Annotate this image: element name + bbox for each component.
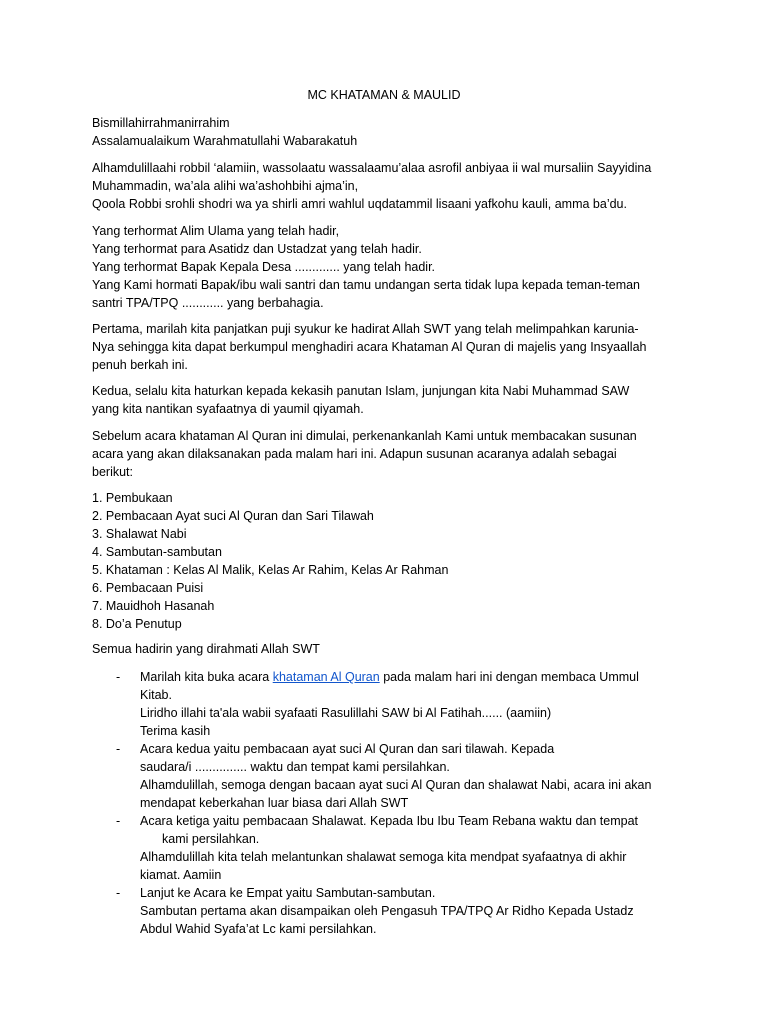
agenda-list <box>92 489 682 633</box>
agenda-item: 6. Pembacaan Puisi <box>92 581 204 595</box>
audience-line: Semua hadirin yang dirahmati Allah SWT <box>92 642 320 656</box>
step-4-line-1: Lanjut ke Acara ke Empat yaitu Sambutan-sambutan. <box>140 886 436 900</box>
step-1-line-3: Liridho illahi ta'ala wabii syafaati Rasulillahi SAW bi Al Fatihah...... (aamiin) <box>140 706 552 720</box>
hamdalah-line-3: Qoola Robbi srohli shodri wa ya shirli amri wahlul uqdatammil lisaani yafkohu kauli, amma ba’du. <box>92 197 627 211</box>
agenda-intro-paragraph <box>92 427 682 481</box>
step-2-line-2: saudara/i ............... waktu dan tempat kami persilahkan. <box>140 760 450 774</box>
step-3-line-1: Acara ketiga yaitu pembacaan Shalawat. Kepada Ibu Ibu Team Rebana waktu dan tempat <box>140 814 639 828</box>
audience-address <box>92 640 682 658</box>
step-2-line-1: Acara kedua yaitu pembacaan ayat suci Al Quran dan sari tilawah. Kepada <box>140 742 555 756</box>
step-3-line-2: kami persilahkan. <box>162 832 260 846</box>
agenda-item: 4. Sambutan-sambutan <box>92 545 222 559</box>
bullet-dash: - <box>116 814 121 828</box>
greeting-line-1: Yang terhormat Alim Ulama yang telah hadir, <box>92 224 340 238</box>
hamdalah-line-2: Muhammadin, wa’ala alihi wa’ashohbihi ajma’in, <box>92 179 359 193</box>
step-item <box>116 812 676 884</box>
step-1-line-2: Kitab. <box>140 688 172 702</box>
first-line-1: Pertama, marilah kita panjatkan puji syukur ke hadirat Allah SWT yang telah melimpahkan karunia- <box>92 322 639 336</box>
step-4-line-2: Sambutan pertama akan disampaikan oleh Pengasuh TPA/TPQ Ar Ridho Kepada Ustadz <box>140 904 634 918</box>
document-title: MC KHATAMAN & MAULID <box>307 88 461 102</box>
agenda-item: 3. Shalawat Nabi <box>92 527 187 541</box>
step-4-line-3: Abdul Wahid Syafa’at Lc kami persilahkan. <box>140 922 377 936</box>
greeting-line-4: Yang Kami hormati Bapak/ibu wali santri dan tamu undangan serta tidak lupa kepada teman-teman <box>92 278 641 292</box>
program-steps-list <box>116 668 676 938</box>
step-1-text-after-link: pada malam hari ini dengan membaca Ummul <box>379 670 639 684</box>
greeting-line-5: santri TPA/TPQ ............ yang berbahagia. <box>92 296 324 310</box>
bullet-dash: - <box>116 670 121 684</box>
step-item <box>116 668 676 740</box>
step-2-line-4: mendapat keberkahan luar biasa dari Allah SWT <box>140 796 409 810</box>
step-item <box>116 740 676 812</box>
agenda-item: 7. Mauidhoh Hasanah <box>92 599 215 613</box>
step-1-line-4: Terima kasih <box>140 724 211 738</box>
hamdalah-paragraph <box>92 159 682 213</box>
second-line-2: yang kita nantikan syafaatnya di yaumil qiyamah. <box>92 402 364 416</box>
second-line-1: Kedua, selalu kita haturkan kepada kekasih panutan Islam, junjungan kita Nabi Muhammad SAW <box>92 384 630 398</box>
greetings-paragraph <box>92 222 682 312</box>
first-line-2: Nya sehingga kita dapat berkumpul menghadiri acara Khataman Al Quran di majelis yang Insyaallah <box>92 340 647 354</box>
bullet-dash: - <box>116 742 121 756</box>
step-3-line-3: Alhamdulillah kita telah melantunkan shalawat semoga kita mendpat syafaatnya di akhir <box>140 850 627 864</box>
agenda-item: 5. Khataman : Kelas Al Malik, Kelas Ar Rahim, Kelas Ar Rahman <box>92 563 449 577</box>
bullet-dash: - <box>116 886 121 900</box>
second-paragraph <box>92 382 682 418</box>
agenda-item: 2. Pembacaan Ayat suci Al Quran dan Sari Tilawah <box>92 509 374 523</box>
first-line-3: penuh berkah ini. <box>92 358 188 372</box>
step-3-line-4: kiamat. Aamiin <box>140 868 222 882</box>
first-paragraph <box>92 320 682 374</box>
step-item <box>116 884 676 938</box>
step-2-line-3: Alhamdulillah, semoga dengan bacaan ayat suci Al Quran dan shalawat Nabi, acara ini akan <box>140 778 652 792</box>
basmalah-line: Bismillahirrahmanirrahim <box>92 116 230 130</box>
greeting-line-2: Yang terhormat para Asatidz dan Ustadzat yang telah hadir. <box>92 242 422 256</box>
greeting-line-3: Yang terhormat Bapak Kepala Desa ............. yang telah hadir. <box>92 260 436 274</box>
khataman-al-quran-link[interactable]: khataman Al Quran <box>272 670 380 684</box>
agenda-intro-line-1: Sebelum acara khataman Al Quran ini dimulai, perkenankanlah Kami untuk membacakan susunan <box>92 429 637 443</box>
step-1-line-1 <box>140 668 676 686</box>
agenda-intro-line-2: acara yang akan dilaksanakan pada malam hari ini. Adapun susunan acaranya adalah sebagai <box>92 447 617 461</box>
agenda-item: 8. Do’a Penutup <box>92 617 182 631</box>
step-1-text-before-link: Marilah kita buka acara <box>140 670 273 684</box>
salam-line: Assalamualaikum Warahmatullahi Wabarakatuh <box>92 134 358 148</box>
opening-greeting <box>92 114 682 150</box>
hamdalah-line-1: Alhamdulillaahi robbil ‘alamiin, wassolaatu wassalaamu’alaa asrofil anbiyaa ii wal mursaliin Sayyidina <box>92 161 652 175</box>
agenda-item: 1. Pembukaan <box>92 491 173 505</box>
agenda-intro-line-3: berikut: <box>92 465 133 479</box>
